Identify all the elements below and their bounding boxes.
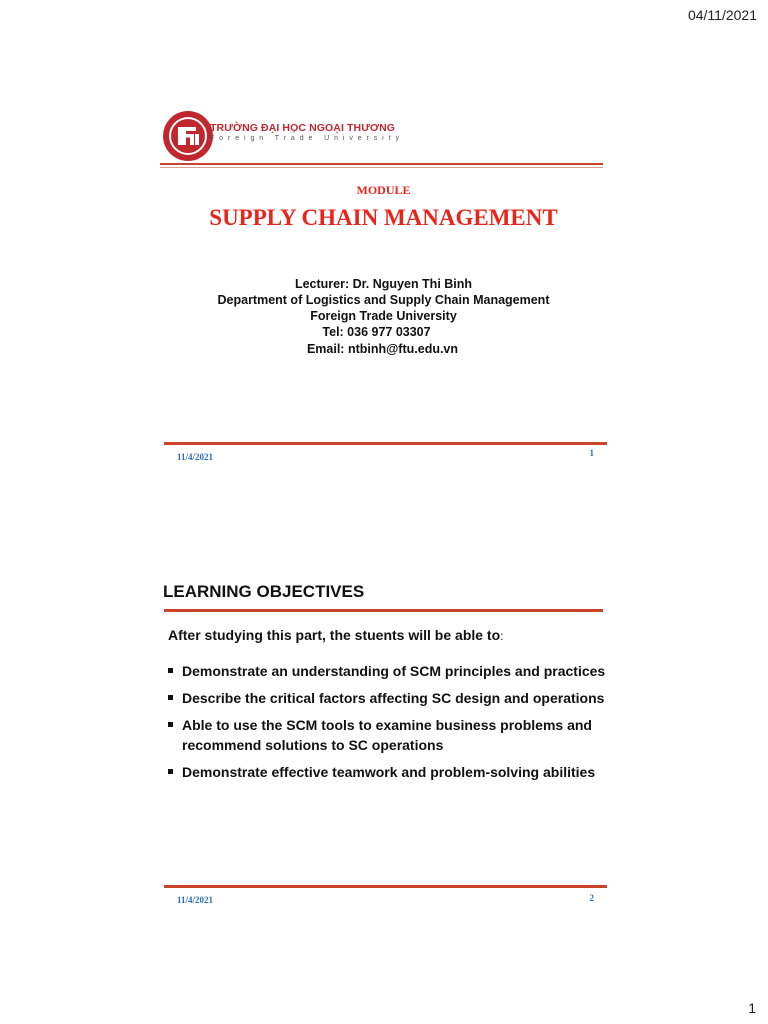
department: Department of Logistics and Supply Chain Management — [217, 293, 550, 307]
list-item — [168, 715, 608, 755]
list-item — [168, 661, 608, 681]
module-label: MODULE — [356, 183, 411, 197]
footer-date: 11/4/2021 — [177, 452, 214, 462]
page-number: 1 — [748, 1000, 756, 1016]
objectives-list — [168, 661, 608, 789]
intro-label: After studying this part, the stuents will be able to — [168, 627, 501, 643]
intro-text — [168, 627, 504, 643]
module-title: SUPPLY CHAIN MANAGEMENT — [209, 205, 558, 230]
slide-1 — [160, 100, 607, 470]
slide-number: 1 — [589, 448, 594, 458]
header-rule — [160, 163, 603, 165]
bullet-icon — [168, 722, 173, 727]
objective-text: Able to use the SCM tools to examine business problems and recommend solutions to SC operations — [182, 717, 592, 753]
footer-date: 11/4/2021 — [177, 895, 214, 905]
bullet-icon — [168, 769, 173, 774]
telephone: Tel: 036 977 03307 — [322, 325, 431, 339]
slide-2 — [160, 570, 607, 915]
objective-text: Demonstrate an understanding of SCM principles and practices — [182, 663, 606, 679]
header-rule-thin — [160, 167, 603, 168]
intro-colon: : — [500, 629, 504, 643]
bullet-icon — [168, 695, 173, 700]
objective-text: Demonstrate effective teamwork and problem-solving abilities — [182, 764, 596, 780]
bullet-icon — [168, 668, 173, 673]
email: Email: ntbinh@ftu.edu.vn — [306, 342, 459, 356]
footer-rule — [164, 885, 607, 888]
objective-text: Describe the critical factors affecting SC design and operations — [182, 690, 605, 706]
list-item — [168, 762, 608, 782]
university: Foreign Trade University — [310, 309, 457, 323]
university-subtitle: Foreign Trade University — [210, 135, 404, 142]
university-name: TRƯỜNG ĐẠI HỌC NGOẠI THƯƠNG — [210, 122, 396, 134]
page-date: 04/11/2021 — [687, 7, 757, 23]
list-item — [168, 688, 608, 708]
title-rule — [164, 609, 603, 612]
slide-number: 2 — [589, 893, 594, 903]
slide-title: LEARNING OBJECTIVES — [163, 582, 365, 601]
university-logo — [162, 110, 214, 162]
lecturer: Lecturer: Dr. Nguyen Thi Binh — [294, 277, 473, 291]
footer-rule — [164, 442, 607, 445]
